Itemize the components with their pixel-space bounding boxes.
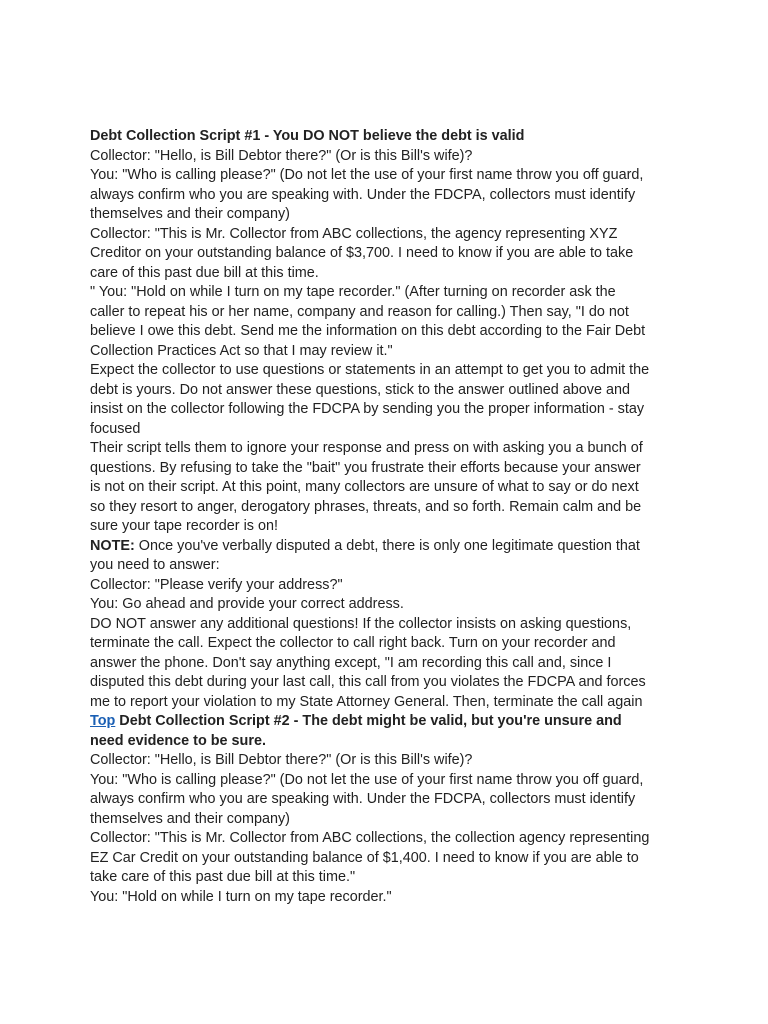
script2-line: You: "Who is calling please?" (Do not let the use of your first name throw you off guard, — [90, 771, 644, 788]
script2-title-continued: need evidence to be sure. — [90, 732, 266, 749]
script1-line: is not on their script. At this point, many collectors are unsure of what to say or do next — [90, 479, 639, 495]
script1-line: Collector: "Please verify your address?" — [90, 576, 343, 593]
script1-line: You: "Who is calling please?" (Do not let the use of your first name throw you off guard, — [90, 167, 644, 183]
script1-line: You: Go ahead and provide your correct address. — [90, 596, 404, 612]
script1-line: care of this past due bill at this time. — [90, 264, 319, 281]
script2-title: Debt Collection Script #2 - The debt might be valid, but you're unsure and — [115, 713, 622, 729]
script1-line: DO NOT answer any additional questions! If the collector insists on asking questions, — [90, 615, 632, 632]
script1-line: caller to repeat his or her name, company and reason for calling.) Then say, "I do not — [90, 303, 629, 320]
script2-line: take care of this past due bill at this time." — [90, 869, 356, 885]
top-link[interactable]: Top — [90, 713, 116, 729]
script1-line: Collector: "Hello, is Bill Debtor there?" (Or is this Bill's wife)? — [90, 147, 473, 164]
script2-line: Collector: "Hello, is Bill Debtor there?" (Or is this Bill's wife)? — [90, 752, 473, 768]
script1-line: answer the phone. Don't say anything except, "I am recording this call and, since I — [90, 654, 612, 671]
script1-title: Debt Collection Script #1 - You DO NOT believe the debt is valid — [90, 128, 525, 144]
note-paragraph — [90, 537, 690, 557]
script2-heading — [90, 712, 690, 732]
script2-line: You: "Hold on while I turn on my tape recorder." — [90, 888, 392, 905]
script1-line: believe I owe this debt. Send me the information on this debt according to the Fair Debt — [90, 323, 646, 339]
note-text: Once you've verbally disputed a debt, there is only one legitimate question that — [134, 537, 640, 554]
script1-line: themselves and their company) — [90, 206, 290, 222]
script2-line: EZ Car Credit on your outstanding balance of $1,400. I need to know if you are able to — [90, 849, 639, 866]
document-page — [90, 127, 690, 907]
note-label: NOTE: — [90, 537, 135, 554]
script1-line: insist on the collector following the FDCPA by sending you the proper information - stay — [90, 401, 645, 417]
script1-line: always confirm who you are speaking with. Under the FDCPA, collectors must identify — [90, 186, 636, 203]
script2-line: Collector: "This is Mr. Collector from ABC collections, the collection agency representing — [90, 830, 650, 846]
script1-line: Collection Practices Act so that I may review it." — [90, 342, 393, 359]
script2-line: themselves and their company) — [90, 810, 290, 827]
script1-line: you need to answer: — [90, 557, 220, 573]
script1-line: Collector: "This is Mr. Collector from ABC collections, the agency representing XYZ — [90, 225, 618, 242]
script1-line: disputed this debt during your last call, this call from you violates the FDCPA and forces — [90, 674, 646, 690]
script1-line: Creditor on your outstanding balance of $3,700. I need to know if you are able to take — [90, 245, 634, 261]
script1-line: me to report your violation to my State Attorney General. Then, terminate the call again — [90, 693, 643, 710]
script2-line: always confirm who you are speaking with. Under the FDCPA, collectors must identify — [90, 791, 636, 807]
script1-line: terminate the call. Expect the collector to call right back. Turn on your recorder and — [90, 635, 616, 651]
script1-line: Expect the collector to use questions or statements in an attempt to get you to admit the — [90, 362, 650, 378]
script1-line: questions. By refusing to take the "bait" you frustrate their efforts because your answer — [90, 459, 641, 476]
script1-line: focused — [90, 420, 141, 437]
script1-line: debt is yours. Do not answer these questions, stick to the answer outlined above and — [90, 381, 630, 398]
script1-line: " You: "Hold on while I turn on my tape recorder." (After turning on recorder ask the — [90, 284, 616, 300]
script1-line: sure your tape recorder is on! — [90, 518, 278, 534]
script1-line: so they resort to anger, derogatory phrases, threats, and so forth. Remain calm and be — [90, 498, 642, 515]
script1-line: Their script tells them to ignore your response and press on with asking you a bunch of — [90, 440, 643, 456]
